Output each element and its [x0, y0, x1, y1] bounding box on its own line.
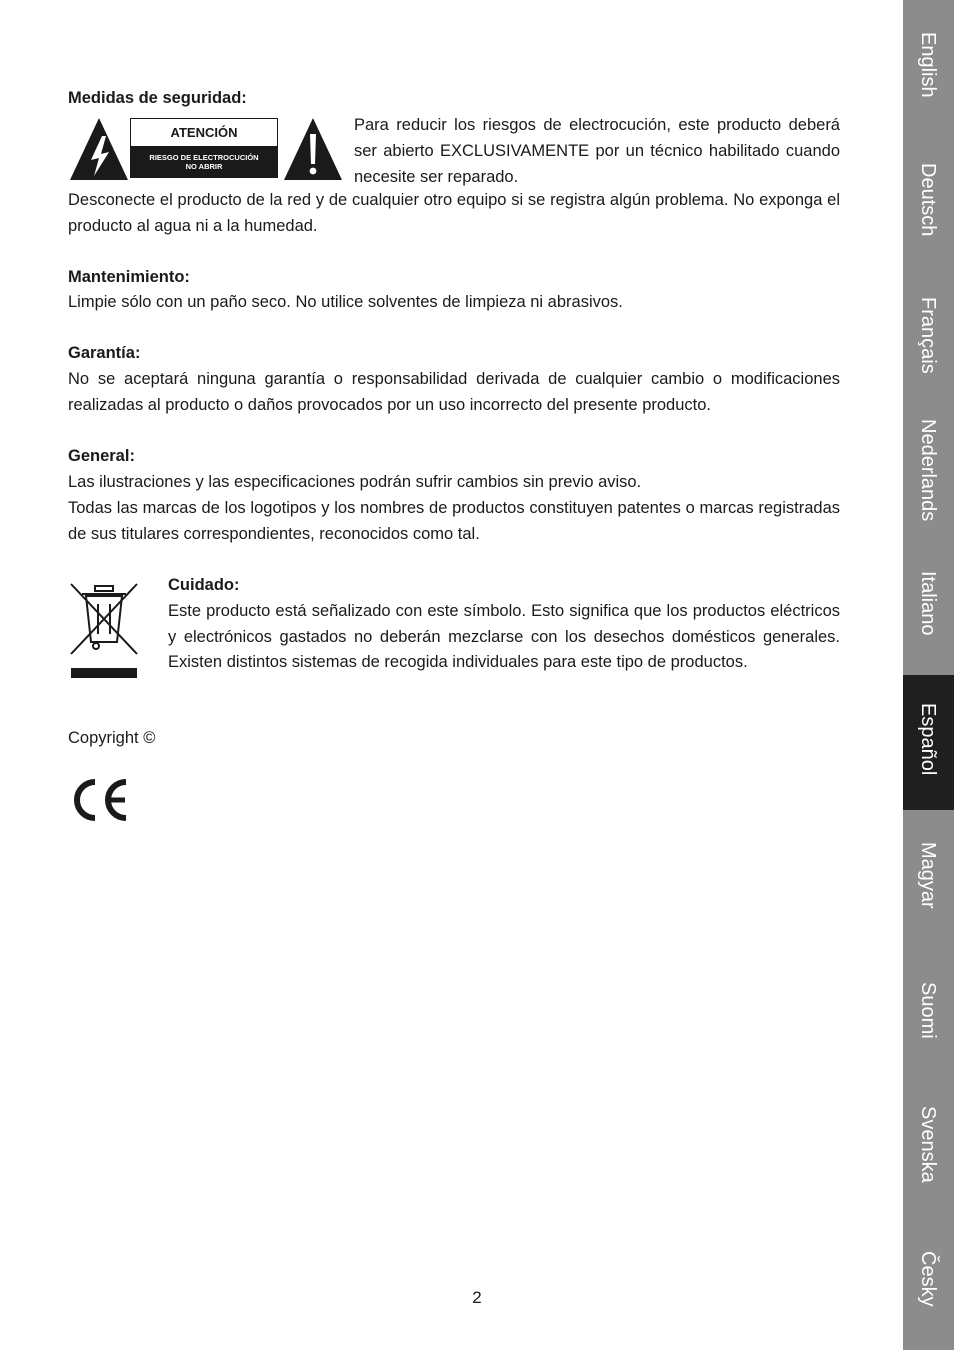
- maintenance-heading: Mantenimiento:: [68, 268, 190, 286]
- copyright-text: Copyright ©: [68, 729, 156, 747]
- warranty-heading: Garantía:: [68, 344, 141, 362]
- tab-nederlands[interactable]: [903, 405, 954, 540]
- tab-magyar[interactable]: [903, 810, 954, 945]
- care-heading: Cuidado:: [168, 576, 240, 594]
- general-body-line1: Las ilustraciones y las especificaciones podrán sufrir cambios sin previo aviso.: [68, 473, 642, 491]
- exclamation-triangle-icon: [282, 116, 344, 182]
- warning-label-title: ATENCIÓN: [131, 119, 277, 146]
- care-body: Este producto está señalizado con este símbolo. Esto significa que los productos eléctricos y electrónicos gastados no deberán mezclarse con los desechos domésticos generales. Existen distintos sistemas de recogida individuales para este tipo de productos.: [168, 601, 840, 672]
- tab-deutsch[interactable]: [903, 135, 954, 270]
- safety-body: Desconecte el producto de la red y de cualquier otro equipo si se registra algún problema. No exponga el producto al agua ni a la humedad.: [68, 191, 840, 235]
- general-body: [68, 470, 840, 547]
- tab-label-suomi: Suomi: [917, 982, 939, 1039]
- tab-label-espanol: Español: [917, 703, 939, 776]
- tab-italiano[interactable]: [903, 540, 954, 675]
- tab-label-deutsch: Deutsch: [917, 163, 939, 237]
- warning-label-subtitle: [131, 146, 277, 177]
- safety-warning-text: Para reducir los riesgos de electrocución, este producto deberá ser abierto EXCLUSIVAMENTE por un técnico habilitado cuando necesite ser reparado.: [354, 116, 840, 186]
- warning-label-line2: NO ABRIR: [185, 162, 223, 171]
- general-body-line2: Todas las marcas de los logotipos y los nombres de productos constituyen patentes o marcas registradas de sus titulares correspondientes, reconocidos como tal.: [68, 498, 840, 543]
- safety-warning-block: [68, 116, 840, 186]
- maintenance-body: Limpie sólo con un paño seco. No utilice solventes de limpieza ni abrasivos.: [68, 293, 623, 311]
- crossed-out-bin-icon: [68, 582, 140, 682]
- safety-heading: Medidas de seguridad:: [68, 89, 247, 107]
- language-tab-bar: [903, 0, 954, 1350]
- tab-english[interactable]: [903, 0, 954, 135]
- tab-label-svenska: Svenska: [917, 1106, 939, 1183]
- care-section: [168, 573, 840, 676]
- tab-francais[interactable]: [903, 270, 954, 405]
- tab-label-english: English: [917, 32, 939, 98]
- tab-label-cesky: Česky: [917, 1251, 939, 1307]
- warning-label-line1: RIESGO DE ELECTROCUCIÓN: [149, 153, 259, 162]
- tab-label-italiano: Italiano: [917, 571, 939, 636]
- tab-cesky[interactable]: [903, 1215, 954, 1350]
- general-heading: General:: [68, 447, 135, 465]
- tab-label-magyar: Magyar: [917, 842, 939, 909]
- tab-espanol[interactable]: [903, 675, 954, 810]
- tab-svenska[interactable]: [903, 1080, 954, 1215]
- tab-label-francais: Français: [917, 297, 939, 374]
- warranty-body: No se aceptará ninguna garantía o responsabilidad derivada de cualquier cambio o modificaciones realizadas al producto o daños provocados por un uso incorrecto del presente producto.: [68, 370, 840, 414]
- page-number: 2: [472, 1288, 482, 1307]
- lightning-triangle-icon: [68, 116, 130, 182]
- warning-label: [130, 118, 278, 178]
- tab-suomi[interactable]: [903, 945, 954, 1080]
- ce-mark-icon: [68, 776, 130, 824]
- tab-label-nederlands: Nederlands: [917, 419, 939, 522]
